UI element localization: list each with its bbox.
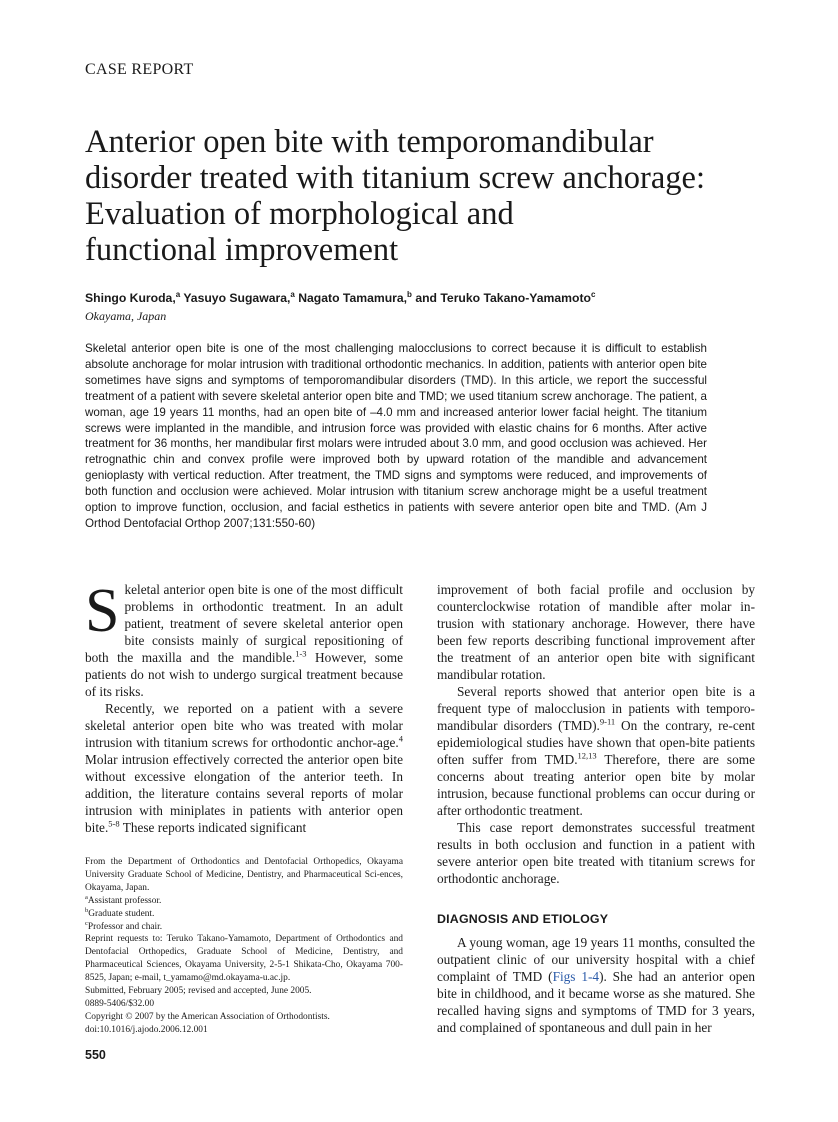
author-name: and Teruko Takano-Yamamoto — [411, 291, 591, 306]
footnote — [85, 908, 403, 921]
footnote-submitted: Submitted, February 2005; revised and accepted, June 2005. — [85, 986, 312, 997]
footnote-mark: c — [85, 919, 88, 927]
footnote-mark: a — [85, 893, 88, 901]
footnotes — [85, 856, 403, 1037]
article-title — [85, 124, 785, 268]
body-text: ). She had an anterior open bite in childhood, and it became worse as she matured. She recalled having signs and symptoms of TMD for 3 years, and complained of spontaneous and dull pain in her — [437, 969, 755, 1035]
body-text: Several reports showed that anterior open bite is a frequent type of malocclusion in patients with temporo-mandibular disorders (TMD). — [437, 684, 755, 733]
title-line: Evaluation of morphological and — [85, 196, 514, 232]
citation-ref[interactable]: 9-11 — [599, 716, 616, 727]
author-affiliation-mark: b — [407, 290, 412, 299]
body-column-left — [85, 577, 403, 836]
body-text: Therefore, there are some concerns about treating anterior open bite by molar intrusion, because functional problems can occur during or after orthodontic treatment. — [437, 752, 755, 818]
citation-ref[interactable]: 4 — [398, 733, 403, 744]
author-affiliation-mark: c — [590, 290, 596, 299]
body-paragraph — [85, 700, 403, 836]
footnote-affiliation: From the Department of Orthodontics and Dentofacial Orthopedics, Okayama University Graduate School of Medicine, Dentistry, and Pharmaceutical Sci-ences, Okayama, Japan. — [85, 857, 403, 893]
author-name: Shingo Kuroda, — [85, 291, 176, 306]
page-number: 550 — [85, 1048, 106, 1062]
body-paragraph: This case report demonstrates successful treatment results in both occlusion and function in a patient with severe anterior open bite treated with titanium screws for orthodontic anchorage. — [437, 820, 755, 886]
abstract: Skeletal anterior open bite is one of the most challenging malocclusions to correct because it is difficult to establish absolute anchorage for molar intrusion with traditional orthodontic mechanics. In addition, patients with anterior open bite sometimes have signs and symptoms of temporomandibular disorders (TMD). In this article, we report the successful treatment of a patient with severe skeletal anterior open bite and TMD; we used titanium screw anchorage. The patient, a woman, age 19 years 11 months, had an open bite of –4.0 mm and increased anterior lower facial height. The titanium screws were implanted in the mandible, and intrusion force was provided with elastic chains for 6 months. After active treatment for 36 months, her mandibular first molars were intruded about 3.0 mm, and good occlusion was achieved. Her retrognathic chin and convex profile were improved both by upward rotation of the mandible and advancement genioplasty with vertical reduction. After treatment, the TMD signs and symptoms were reduced, and improvements of both function and occlusion were achieved. Molar intrusion with titanium screw anchorage might be a useful treatment option to improve function, occlusion, and facial esthetics in patients with severe anterior open bite and TMD. (Am J Orthod Dentofacial Orthop 2007;131:550-60) — [85, 342, 707, 530]
footnote-text: Graduate student. — [88, 908, 155, 919]
title-line: disorder treated with titanium screw anchorage: — [85, 160, 705, 196]
body-column-right-continued — [437, 934, 755, 1036]
author-name: Nagato Tamamura, — [294, 291, 408, 306]
body-paragraph — [437, 934, 755, 1036]
citation-ref[interactable]: 12,13 — [577, 750, 597, 761]
body-text: These reports indicated significant — [119, 820, 307, 835]
footnote — [85, 921, 403, 934]
body-text: On the contrary, re-cent epidemiological studies have shown that open-bite patients often suffer from TMD. — [437, 718, 755, 767]
body-text: However, some patients do not wish to undergo surgical treatment because of its risks. — [85, 650, 403, 699]
footnote-mark: b — [85, 906, 89, 914]
author-name: Yasuyo Sugawara, — [180, 291, 291, 306]
footnote — [85, 895, 403, 908]
body-paragraph — [437, 683, 755, 819]
author-location: Okayama, Japan — [85, 309, 167, 323]
footnote-text: Assistant professor. — [87, 895, 162, 906]
author-affiliation-mark: a — [175, 290, 181, 299]
author-list — [85, 290, 595, 305]
footnote-text: Professor and chair. — [87, 921, 163, 932]
section-label: CASE REPORT — [85, 61, 194, 78]
body-text: Molar intrusion effectively corrected the anterior open bite without excessive elongation of the anterior teeth. In addition, the literature contains several reports of molar intrusion with miniplates in patients with anterior open bite. — [85, 752, 403, 835]
footnote-copyright: Copyright © 2007 by the American Association of Orthodontists. — [85, 1011, 330, 1022]
figure-link[interactable]: Figs 1-4 — [552, 969, 600, 984]
author-affiliation-mark: a — [290, 290, 295, 299]
title-line: Anterior open bite with temporomandibular — [85, 124, 654, 160]
body-paragraph — [85, 577, 403, 700]
section-heading: DIAGNOSIS AND ETIOLOGY — [437, 912, 609, 926]
footnote-doi[interactable]: doi:10.1016/j.ajodo.2006.12.001 — [85, 1024, 208, 1035]
drop-cap: S — [85, 577, 120, 645]
body-text: A young woman, age 19 years 11 months, consulted the outpatient clinic of our university hospital with a chief complaint of TMD ( — [437, 935, 755, 984]
footnote-reprint: Reprint requests to: Teruko Takano-Yamamoto, Department of Orthodontics and Dentofacial Orthopedics, Graduate School of Medicine, Dentistry, and Pharmaceutical Sciences, Okayama University, 2-5-1 Shikata-Cho, Okayama 700-8525, Japan; e-mail, t_yamamo@md.okayama-u.ac.jp. — [85, 934, 403, 984]
citation-ref[interactable]: 1-3 — [295, 648, 307, 659]
body-text: keletal anterior open bite is one of the most difficult problems in orthodontic treatment. In an adult patient, treatment of severe skeletal anterior open bite consists mainly of surgical repositioning of both the maxilla and the mandible. — [85, 582, 403, 665]
body-text: Recently, we reported on a patient with a severe skeletal anterior open bite who was treated with molar intrusion with titanium screws for orthodontic anchor-age. — [85, 701, 403, 750]
footnote-issn: 0889-5406/$32.00 — [85, 998, 155, 1009]
body-paragraph: improvement of both facial profile and occlusion by counterclockwise rotation of mandible after molar in-trusion with stationary anchorage. However, there have been few reports describing functional improvement after the treatment of an anterior open bite with significant mandibular rotation. — [437, 582, 755, 682]
citation-ref[interactable]: 5-8 — [108, 818, 120, 829]
body-column-right — [437, 581, 755, 887]
title-line: functional improvement — [85, 232, 399, 268]
